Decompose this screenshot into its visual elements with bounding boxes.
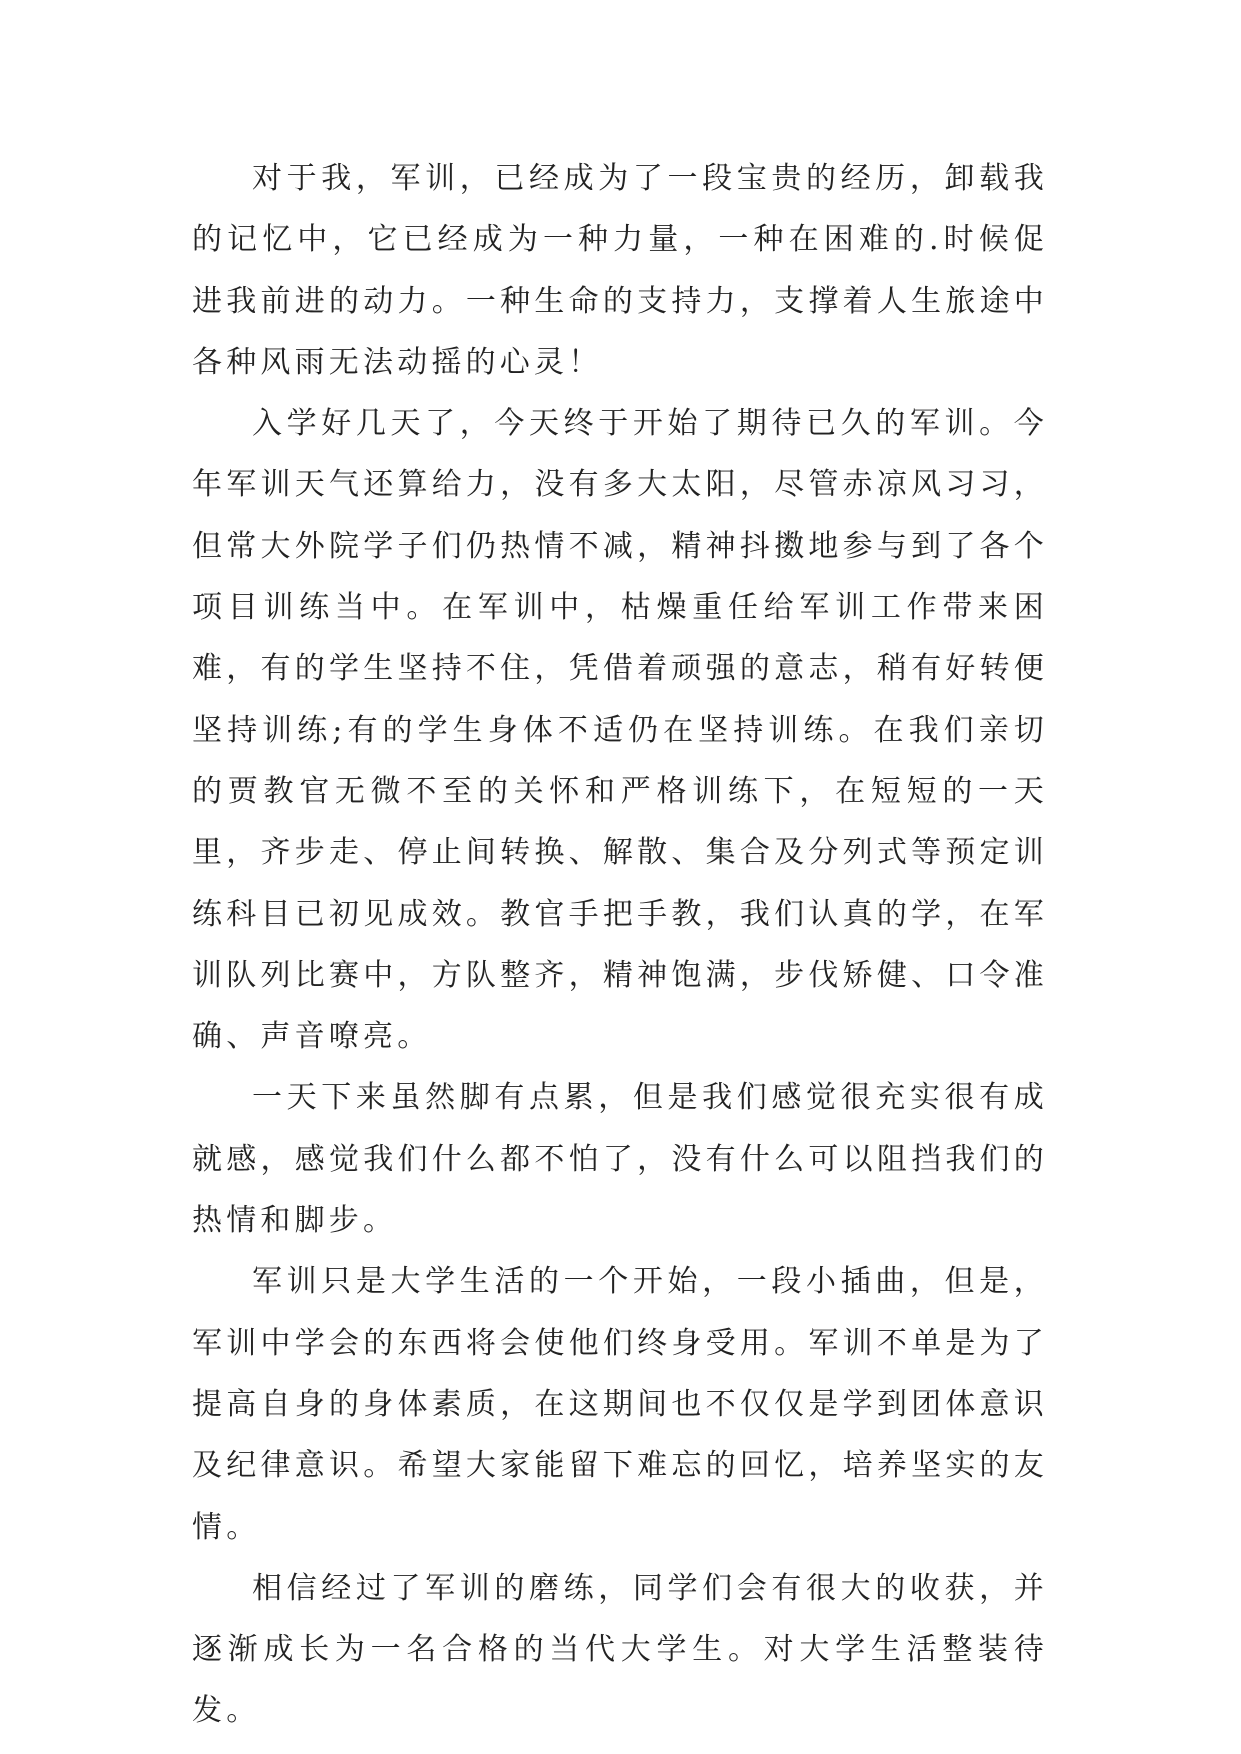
paragraph: 军训只是大学生活的一个开始，一段小插曲，但是，军训中学会的东西将会使他们终身受用。军训不单是为了提高自身的身体素质，在这期间也不仅仅是学到团体意识及纪律意识。希望大家能留下难忘的回忆，培养坚实的友情。 — [192, 1264, 1048, 1545]
document-body — [192, 148, 1048, 1742]
paragraph: 入学好几天了，今天终于开始了期待已久的军训。今年军训天气还算给力，没有多大太阳，尽管赤凉风习习，但常大外院学子们仍热情不减，精神抖擞地参与到了各个项目训练当中。在军训中，枯燥重任给军训工作带来困难，有的学生坚持不住，凭借着顽强的意志，稍有好转便坚持训练;有的学生身体不适仍在坚持训练。在我们亲切的贾教官无微不至的关怀和严格训练下，在短短的一天里，齐步走、停止间转换、解散、集合及分列式等预定训练科目已初见成效。教官手把手教，我们认真的学，在军训队列比赛中，方队整齐，精神饱满，步伐矫健、口令准确、声音嘹亮。 — [192, 406, 1048, 1055]
paragraph: 一天下来虽然脚有点累，但是我们感觉很充实很有成就感，感觉我们什么都不怕了，没有什么可以阻挡我们的热情和脚步。 — [192, 1080, 1048, 1239]
paragraph: 对于我，军训，已经成为了一段宝贵的经历，卸载我的记忆中，它已经成为一种力量，一种在困难的.时候促进我前进的动力。一种生命的支持力，支撑着人生旅途中各种风雨无法动摇的心灵！ — [192, 161, 1048, 380]
paragraph: 相信经过了军训的磨练，同学们会有很大的收获，并逐渐成长为一名合格的当代大学生。对大学生活整装待发。 — [192, 1570, 1048, 1729]
